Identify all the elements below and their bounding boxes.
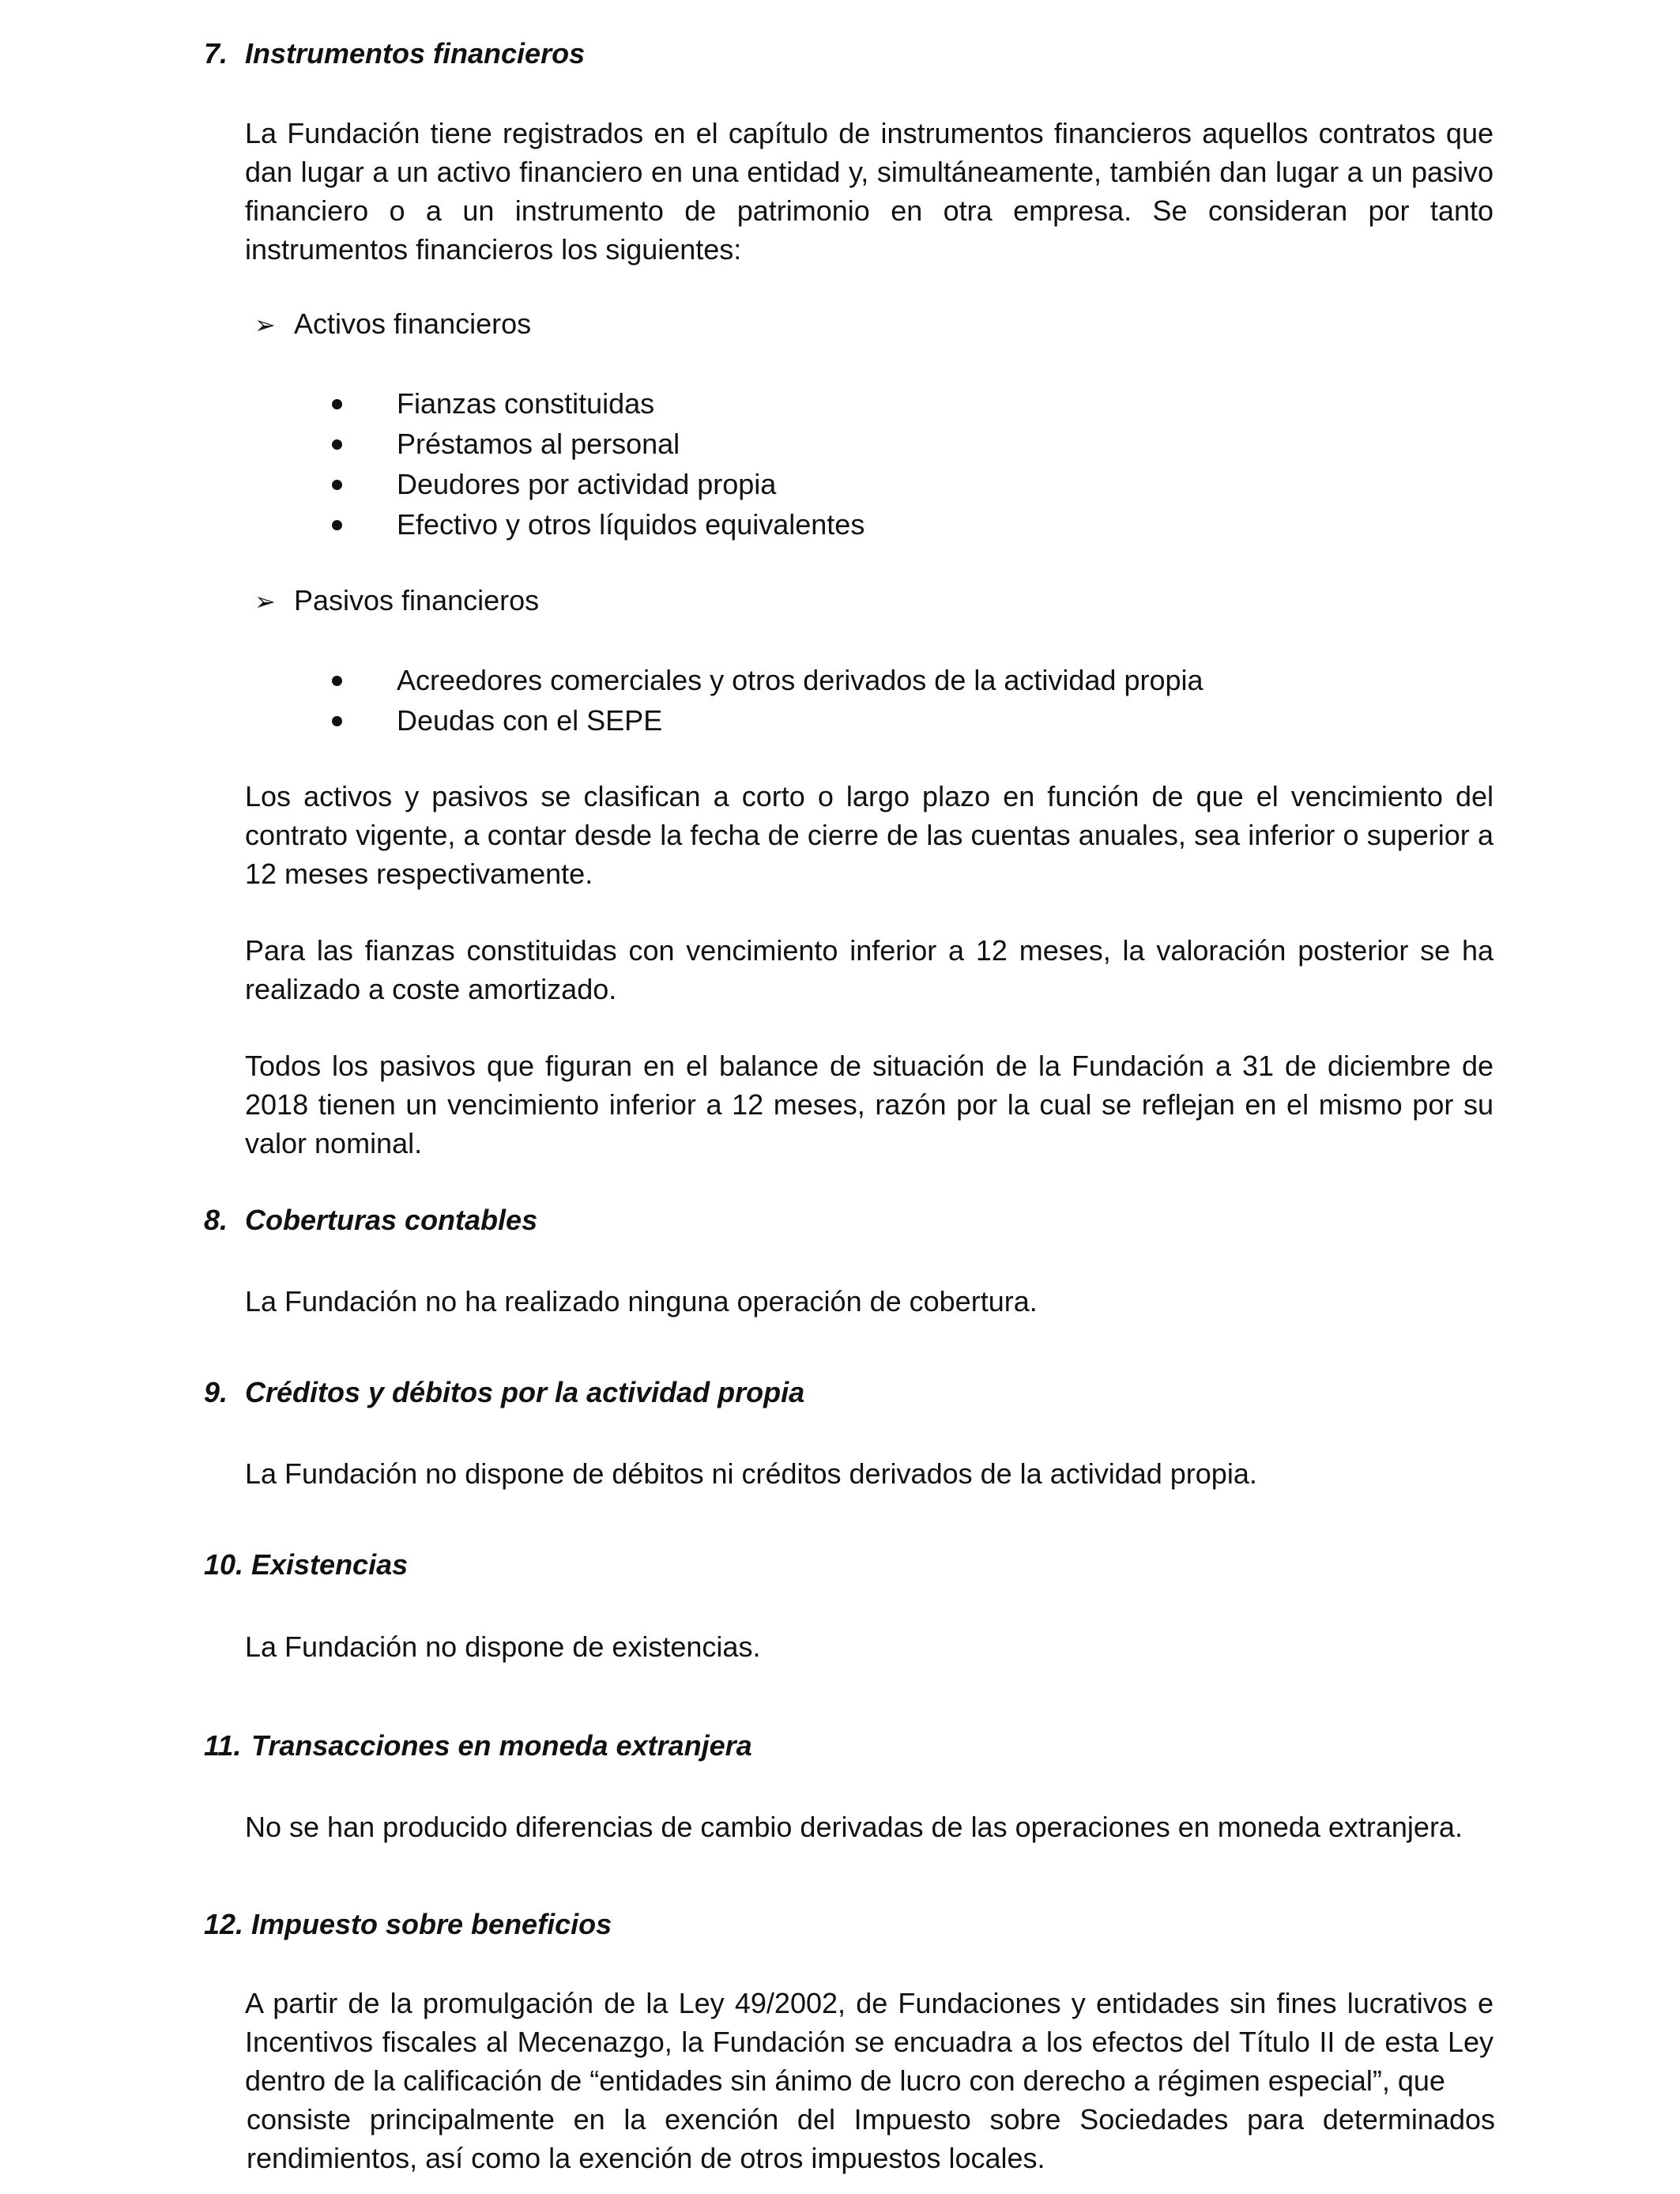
list-item xyxy=(332,504,864,545)
list-item xyxy=(332,464,864,504)
activos-list xyxy=(332,383,864,545)
section-12-text-a: A partir de la promulgación de la Ley 49/2002, de Fundaciones y entidades sin fines lucrativos e Incentivos fiscales al Mecenazgo, la Fundación se encuadra a los efectos del Título II de esta Ley dentro de la calificación de “entidades sin ánimo de lucro con derecho a régimen especial”, que xyxy=(245,1987,1494,2097)
section-7-heading xyxy=(204,36,585,71)
section-number: 7. xyxy=(204,37,228,70)
section-11-heading xyxy=(204,1728,752,1763)
section-number: 9. xyxy=(204,1376,228,1408)
pasivos-label: Pasivos financieros xyxy=(294,584,540,616)
section-9-heading xyxy=(204,1375,804,1410)
section-8-text: La Fundación no ha realizado ninguna operación de cobertura. xyxy=(245,1285,1038,1318)
bullet-icon xyxy=(332,520,342,530)
section-number: 11. xyxy=(204,1729,242,1762)
section-9-text: La Fundación no dispone de débitos ni créditos derivados de la actividad propia. xyxy=(245,1457,1257,1490)
section-10-text: La Fundación no dispone de existencias. xyxy=(245,1630,761,1663)
section-number: 8. xyxy=(204,1204,228,1236)
section-10-heading xyxy=(204,1547,408,1582)
bullet-icon xyxy=(332,716,342,726)
pasivos-heading xyxy=(254,583,539,619)
section-title: Impuesto sobre beneficios xyxy=(251,1908,612,1940)
list-item-text: Deudas con el SEPE xyxy=(397,704,663,737)
list-item xyxy=(332,660,1203,700)
section-12-heading xyxy=(204,1907,612,1942)
section-7-paragraph-1: Los activos y pasivos se clasifican a corto o largo plazo en función de que el vencimiento del contrato vigente, a contar desde la fecha de cierre de las cuentas anuales, sea inferior o superior a 12 meses respectivamente. xyxy=(245,780,1494,890)
pasivos-list xyxy=(332,660,1203,741)
arrow-bullet-icon: ➢ xyxy=(254,311,276,339)
bullet-icon xyxy=(332,399,342,409)
section-11-text: No se han producido diferencias de cambio derivadas de las operaciones en moneda extranjera. xyxy=(245,1811,1463,1843)
section-title: Coberturas contables xyxy=(245,1204,538,1236)
section-number: 10. xyxy=(204,1548,244,1581)
list-item-text: Préstamos al personal xyxy=(397,428,680,460)
list-item-text: Acreedores comerciales y otros derivados de la actividad propia xyxy=(397,664,1203,696)
list-item xyxy=(332,424,864,464)
section-7-paragraph-2: Para las fianzas constituidas con vencimiento inferior a 12 meses, la valoración posterior se ha realizado a coste amortizado. xyxy=(245,934,1494,1005)
section-8-heading xyxy=(204,1203,537,1238)
bullet-icon xyxy=(332,439,342,450)
bullet-icon xyxy=(332,676,342,686)
section-title: Existencias xyxy=(251,1548,409,1581)
section-title: Créditos y débitos por la actividad propia xyxy=(245,1376,805,1408)
list-item-text: Efectivo y otros líquidos equivalentes xyxy=(397,508,865,541)
list-item-text: Fianzas constituidas xyxy=(397,387,655,420)
activos-heading xyxy=(254,307,531,342)
section-7-intro: La Fundación tiene registrados en el capítulo de instrumentos financieros aquellos contratos que dan lugar a un activo financiero en una entidad y, simultáneamente, también dan lugar a un pasivo financiero o a un instrumento de patrimonio en otra empresa. Se consideran por tanto instrumentos financieros los siguientes: xyxy=(245,117,1494,266)
section-title: Transacciones en moneda extranjera xyxy=(251,1729,752,1762)
activos-label: Activos financieros xyxy=(294,307,532,340)
section-12-text-b: consiste principalmente en la exención del Impuesto sobre Sociedades para determinados rendimientos, así como la exención de otros impuestos locales. xyxy=(247,2103,1495,2174)
bullet-icon xyxy=(332,480,342,490)
list-item-text: Deudores por actividad propia xyxy=(397,468,777,500)
section-number: 12. xyxy=(204,1908,244,1940)
list-item xyxy=(332,700,1203,741)
arrow-bullet-icon: ➢ xyxy=(254,587,276,616)
section-title: Instrumentos financieros xyxy=(245,37,586,70)
list-item xyxy=(332,383,864,424)
section-7-paragraph-3: Todos los pasivos que figuran en el balance de situación de la Fundación a 31 de diciembre de 2018 tienen un vencimiento inferior a 12 meses, razón por la cual se reflejan en el mismo por su valor nominal. xyxy=(245,1050,1494,1159)
